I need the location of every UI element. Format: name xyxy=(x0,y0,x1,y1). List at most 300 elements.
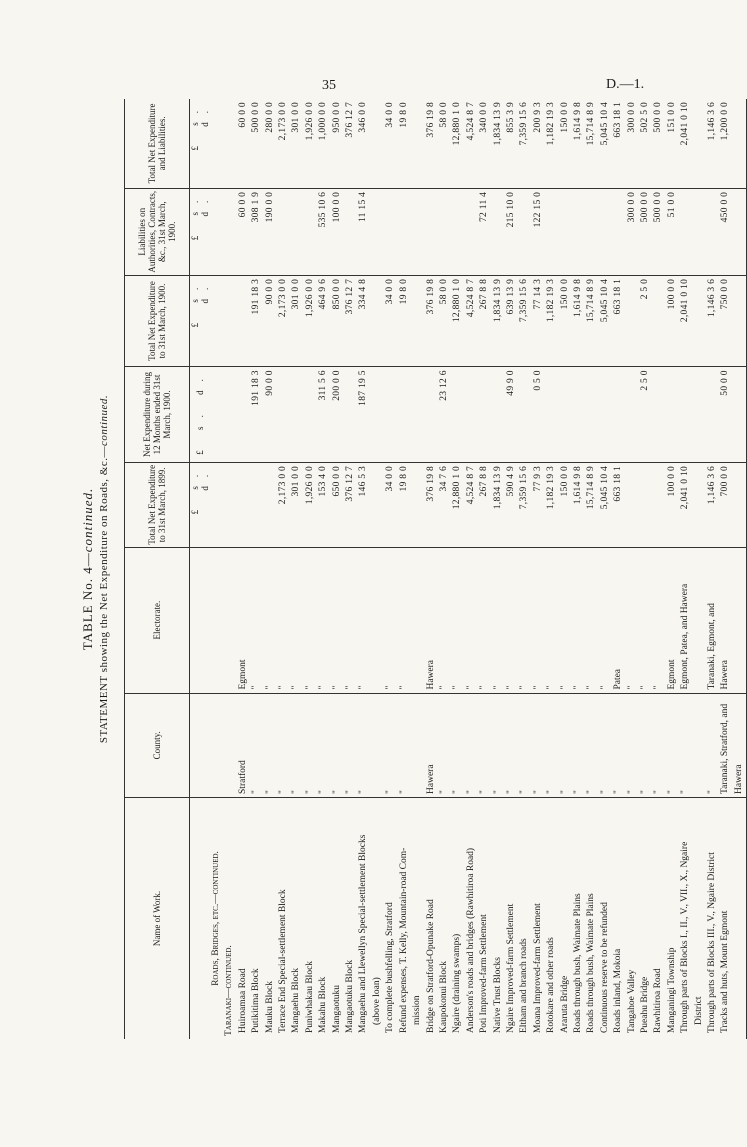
amount-cell: 190 0 0 xyxy=(264,188,277,275)
work-name-cell: Refund expenses, T. Kelly, Mountain-road Com- xyxy=(398,847,409,1033)
amount-cell xyxy=(411,462,424,547)
table-row xyxy=(545,99,558,1039)
table-row xyxy=(478,99,491,1039)
table-cell xyxy=(210,275,223,366)
amount-cell: 334 4 8 xyxy=(357,275,370,366)
work-name-cell: Rawhitiroa Road xyxy=(653,968,664,1033)
electorate-cell: Hawera xyxy=(719,547,732,693)
electorate-cell: " xyxy=(438,547,451,693)
amount-cell: 12,880 1 0 xyxy=(451,275,464,366)
amount-cell: 950 0 0 xyxy=(331,99,344,188)
work-name-cell: Makahu Block xyxy=(318,976,329,1033)
table-row xyxy=(237,99,250,1039)
amount-cell: 77 9 3 xyxy=(532,462,545,547)
table-row xyxy=(559,99,572,1039)
amount-cell xyxy=(237,462,250,547)
amount-cell xyxy=(626,462,639,547)
work-name-cell: Tracks and huts, Mount Egmont xyxy=(720,910,731,1033)
county-cell: " xyxy=(532,693,545,797)
amount-cell: 1,146 3 6 xyxy=(706,275,719,366)
work-name-cell: mission xyxy=(412,995,423,1025)
amount-cell xyxy=(344,367,357,463)
amount-cell: 500 0 0 xyxy=(250,99,263,188)
amount-cell xyxy=(371,188,384,275)
table-cell xyxy=(210,547,223,693)
table-row xyxy=(719,99,732,1039)
amount-cell: 650 0 0 xyxy=(331,462,344,547)
expenditure-table xyxy=(124,99,747,1039)
table-cell xyxy=(210,693,223,797)
amount-cell: 15,714 8 9 xyxy=(585,275,598,366)
amount-cell: 502 5 0 xyxy=(639,99,652,188)
amount-cell xyxy=(599,367,612,463)
column-header: Total Net Expenditure and Liabilities. xyxy=(125,99,190,188)
amount-cell xyxy=(384,367,397,463)
electorate-cell: " xyxy=(585,547,598,693)
work-name-cell: Kaupokonui Block xyxy=(438,960,449,1033)
amount-cell: 191 18 3 xyxy=(250,275,263,366)
county-cell: " xyxy=(264,693,277,797)
work-name-cell xyxy=(733,797,747,1039)
amount-cell: 151 0 0 xyxy=(666,99,679,188)
amount-cell: 200 0 0 xyxy=(331,367,344,463)
amount-cell xyxy=(290,188,303,275)
currency-row xyxy=(190,99,211,1039)
county-cell: " xyxy=(250,693,263,797)
county-cell xyxy=(411,693,424,797)
electorate-cell: " xyxy=(599,547,612,693)
work-name-cell: Anderson's roads and bridges (Rawhitiroa Road) xyxy=(465,847,476,1033)
amount-cell xyxy=(733,462,747,547)
amount-cell: 340 0 0 xyxy=(478,99,491,188)
amount-cell: 34 0 0 xyxy=(384,462,397,547)
currency-blank xyxy=(190,693,211,797)
amount-cell xyxy=(371,462,384,547)
amount-cell xyxy=(237,275,250,366)
amount-cell xyxy=(250,462,263,547)
work-name-cell: Putikitima Block xyxy=(251,968,262,1033)
amount-cell xyxy=(290,367,303,463)
amount-cell xyxy=(478,367,491,463)
amount-cell xyxy=(398,367,411,463)
county-cell: " xyxy=(438,693,451,797)
table-subtitle-text: STATEMENT showing the Net Expenditure on Roads, &c.— xyxy=(98,446,110,744)
amount-cell xyxy=(733,188,747,275)
amount-cell: 2,173 0 0 xyxy=(277,462,290,547)
amount-cell xyxy=(411,275,424,366)
electorate-cell xyxy=(371,547,384,693)
amount-cell: 311 5 6 xyxy=(317,367,330,463)
amount-cell: 0 5 0 xyxy=(532,367,545,463)
table-row xyxy=(290,99,303,1039)
amount-cell: 150 0 0 xyxy=(559,462,572,547)
amount-cell xyxy=(425,367,438,463)
amount-cell: 100 0 0 xyxy=(666,275,679,366)
table-row xyxy=(384,99,397,1039)
amount-cell: 535 10 6 xyxy=(317,188,330,275)
amount-cell xyxy=(733,367,747,463)
electorate-cell: " xyxy=(384,547,397,693)
county-cell: " xyxy=(612,693,625,797)
electorate-cell: Hawera xyxy=(425,547,438,693)
work-name-cell: Moana Improved-farm Settlement xyxy=(532,903,543,1033)
amount-cell: 500 0 0 xyxy=(639,188,652,275)
electorate-cell: " xyxy=(505,547,518,693)
county-cell: " xyxy=(331,693,344,797)
rotated-table-block xyxy=(80,99,744,1039)
amount-cell: 215 10 0 xyxy=(505,188,518,275)
region-row xyxy=(223,99,236,1039)
work-name-cell: Mangaehu and Llewellyn Special-settlement Blocks xyxy=(358,834,369,1033)
amount-cell: 150 0 0 xyxy=(559,99,572,188)
amount-cell: 23 12 6 xyxy=(438,367,451,463)
amount-cell xyxy=(277,188,290,275)
county-cell: " xyxy=(290,693,303,797)
amount-cell: 15,714 8 9 xyxy=(585,462,598,547)
amount-cell: 590 4 9 xyxy=(505,462,518,547)
amount-cell xyxy=(733,99,747,188)
amount-cell: 1,182 19 3 xyxy=(545,275,558,366)
amount-cell: 50 0 0 xyxy=(719,367,732,463)
amount-cell: 301 0 0 xyxy=(290,275,303,366)
county-cell: " xyxy=(357,693,370,797)
amount-cell xyxy=(706,188,719,275)
column-header: Name of Work. xyxy=(125,797,190,1039)
electorate-cell: Egmont xyxy=(666,547,679,693)
amount-cell: 1,834 13 9 xyxy=(492,99,505,188)
amount-cell: 663 18 1 xyxy=(612,275,625,366)
amount-cell xyxy=(693,188,706,275)
electorate-cell: " xyxy=(518,547,531,693)
amount-cell: 60 0 0 xyxy=(237,99,250,188)
table-row xyxy=(679,99,692,1039)
amount-cell: 11 15 4 xyxy=(357,188,370,275)
amount-cell xyxy=(559,188,572,275)
table-cell xyxy=(210,99,223,188)
table-title-suffix: continued. xyxy=(80,487,95,553)
county-cell: " xyxy=(639,693,652,797)
work-name-cell: District xyxy=(693,996,704,1025)
amount-cell: 19 8 0 xyxy=(398,275,411,366)
work-name-cell: Roads through bush, Waimate Plains xyxy=(586,893,597,1033)
electorate-cell: Taranaki, Egmont, and xyxy=(706,547,719,693)
amount-cell: 2 5 0 xyxy=(639,367,652,463)
electorate-cell: " xyxy=(344,547,357,693)
amount-cell xyxy=(465,188,478,275)
electorate-cell: " xyxy=(572,547,585,693)
county-cell: Hawera xyxy=(733,693,747,797)
currency-label: £ s. d. xyxy=(190,99,211,188)
work-name-cell: Native Trust Blocks xyxy=(492,956,503,1033)
table-cell xyxy=(223,99,236,188)
amount-cell: 51 0 0 xyxy=(666,188,679,275)
table-row xyxy=(599,99,612,1039)
work-name-cell: Roads through bush, Waimate Plains xyxy=(572,893,583,1033)
table-row xyxy=(398,99,411,1039)
amount-cell: 1,182 19 3 xyxy=(545,99,558,188)
amount-cell xyxy=(559,367,572,463)
county-cell: " xyxy=(518,693,531,797)
amount-cell: 1,182 19 3 xyxy=(545,462,558,547)
column-header: Electorate. xyxy=(125,547,190,693)
amount-cell: 1,146 3 6 xyxy=(706,99,719,188)
amount-cell: 1,834 13 9 xyxy=(492,462,505,547)
work-name-cell: Araruta Bridge xyxy=(559,975,570,1033)
table-subtitle xyxy=(98,99,110,1039)
work-name-cell: Puniwhakau Block xyxy=(304,960,315,1033)
amount-cell: 267 8 8 xyxy=(478,462,491,547)
work-name-cell: Mangaehu Block xyxy=(291,967,302,1033)
electorate-cell: " xyxy=(398,547,411,693)
amount-cell: 500 0 0 xyxy=(652,99,665,188)
amount-cell: 19 8 0 xyxy=(398,99,411,188)
work-name-cell: Through parts of Blocks I., II., V., VII., X., Ngaire xyxy=(680,841,691,1033)
table-cell xyxy=(223,693,236,797)
county-cell: " xyxy=(559,693,572,797)
county-cell: " xyxy=(277,693,290,797)
amount-cell: 60 0 0 xyxy=(237,188,250,275)
electorate-cell: Patea xyxy=(612,547,625,693)
table-cell xyxy=(223,547,236,693)
page-reference: D.—1. xyxy=(606,77,645,92)
work-name-cell: Eltham and branch roads xyxy=(519,938,530,1033)
electorate-cell: Egmont xyxy=(237,547,250,693)
table-cell xyxy=(223,188,236,275)
county-cell: Taranaki, Stratford, and xyxy=(719,693,732,797)
amount-cell xyxy=(639,462,652,547)
amount-cell: 150 0 0 xyxy=(559,275,572,366)
amount-cell xyxy=(693,99,706,188)
table-row xyxy=(357,99,370,1039)
table-row xyxy=(612,99,625,1039)
amount-cell xyxy=(733,275,747,366)
electorate-cell: " xyxy=(317,547,330,693)
column-header: County. xyxy=(125,693,190,797)
amount-cell: 34 7 6 xyxy=(438,462,451,547)
work-name-cell: Pueahu Bridge xyxy=(640,976,650,1033)
amount-cell: 1,200 0 0 xyxy=(719,99,732,188)
amount-cell xyxy=(572,367,585,463)
electorate-cell: " xyxy=(532,547,545,693)
county-cell: " xyxy=(492,693,505,797)
amount-cell: 376 19 8 xyxy=(425,99,438,188)
county-cell: " xyxy=(706,693,719,797)
currency-label: £ s. d. xyxy=(190,367,211,463)
table-row xyxy=(572,99,585,1039)
table-row xyxy=(585,99,598,1039)
amount-cell: 639 13 9 xyxy=(505,275,518,366)
work-name-cell: Ngaire Improved-farm Settlement xyxy=(505,903,516,1033)
county-cell: " xyxy=(398,693,411,797)
table-body xyxy=(210,99,747,1039)
table-row xyxy=(693,99,706,1039)
region-heading: Taranaki—continued. xyxy=(224,945,235,1036)
amount-cell xyxy=(652,275,665,366)
amount-cell: 1,926 0 0 xyxy=(304,462,317,547)
amount-cell xyxy=(344,188,357,275)
amount-cell: 280 0 0 xyxy=(264,99,277,188)
table-row xyxy=(518,99,531,1039)
county-cell: " xyxy=(478,693,491,797)
column-header: Total Net Expenditure to 31st March, 1899. xyxy=(125,462,190,547)
electorate-cell: " xyxy=(545,547,558,693)
amount-cell xyxy=(693,275,706,366)
amount-cell: 4,524 8 7 xyxy=(465,462,478,547)
table-row xyxy=(451,99,464,1039)
electorate-cell: " xyxy=(639,547,652,693)
amount-cell: 7,359 15 6 xyxy=(518,99,531,188)
table-title-text: TABLE No. 4— xyxy=(80,552,95,651)
currency-label: £ s. d. xyxy=(190,275,211,366)
work-name-cell: Mangaotuku Block xyxy=(345,959,356,1033)
page-number: 35 xyxy=(322,78,336,93)
table-row xyxy=(438,99,451,1039)
electorate-cell xyxy=(411,547,424,693)
currency-blank xyxy=(190,547,211,693)
electorate-cell: " xyxy=(304,547,317,693)
amount-cell xyxy=(545,188,558,275)
table-cell xyxy=(210,188,223,275)
amount-cell: 187 19 5 xyxy=(357,367,370,463)
work-name-cell: (above loan) xyxy=(371,977,382,1025)
county-cell: " xyxy=(317,693,330,797)
amount-cell xyxy=(451,188,464,275)
amount-cell: 301 0 0 xyxy=(290,462,303,547)
work-name-cell: Manganingi Township xyxy=(666,947,677,1033)
electorate-cell: " xyxy=(290,547,303,693)
work-name-cell: Continuous reserve to be refunded xyxy=(599,902,610,1033)
amount-cell: 750 0 0 xyxy=(719,275,732,366)
amount-cell xyxy=(585,367,598,463)
county-cell: " xyxy=(666,693,679,797)
amount-cell: 5,045 10 4 xyxy=(599,462,612,547)
amount-cell: 663 18 1 xyxy=(612,99,625,188)
table-row xyxy=(505,99,518,1039)
amount-cell xyxy=(411,367,424,463)
currency-blank xyxy=(190,797,211,1039)
work-name-cell: Poti Improved-farm Settlement xyxy=(479,914,490,1033)
electorate-cell: Egmont, Patea, and Hawera xyxy=(679,547,692,693)
county-cell: " xyxy=(505,693,518,797)
amount-cell xyxy=(693,367,706,463)
county-cell: Stratford xyxy=(237,693,250,797)
amount-cell xyxy=(425,188,438,275)
amount-cell: 34 0 0 xyxy=(384,275,397,366)
table-row xyxy=(411,99,424,1039)
amount-cell: 146 5 3 xyxy=(357,462,370,547)
amount-cell: 100 0 0 xyxy=(666,462,679,547)
amount-cell: 2 5 0 xyxy=(639,275,652,366)
amount-cell xyxy=(304,367,317,463)
table-cell xyxy=(223,462,236,547)
electorate-cell xyxy=(733,547,747,693)
currency-label: £ s. d. xyxy=(190,462,211,547)
table-row xyxy=(317,99,330,1039)
amount-cell xyxy=(237,367,250,463)
amount-cell: 90 0 0 xyxy=(264,367,277,463)
electorate-cell: " xyxy=(478,547,491,693)
amount-cell xyxy=(371,275,384,366)
county-cell: " xyxy=(304,693,317,797)
county-cell: " xyxy=(572,693,585,797)
work-name-cell: Mauku Block xyxy=(264,981,275,1033)
table-cell xyxy=(210,462,223,547)
amount-cell: 7,359 15 6 xyxy=(518,462,531,547)
table-row xyxy=(626,99,639,1039)
table-row xyxy=(331,99,344,1039)
work-name-cell: Bridge on Stratford-Opunake Road xyxy=(425,899,436,1033)
amount-cell xyxy=(706,367,719,463)
amount-cell: 376 12 7 xyxy=(344,275,357,366)
county-cell: " xyxy=(545,693,558,797)
table-row xyxy=(532,99,545,1039)
table-row xyxy=(250,99,263,1039)
table-row xyxy=(652,99,665,1039)
amount-cell: 1,614 9 8 xyxy=(572,99,585,188)
section-heading xyxy=(210,797,223,1039)
work-name-cell: Huiroamaa Road xyxy=(237,968,248,1033)
amount-cell: 2,173 0 0 xyxy=(277,99,290,188)
amount-cell xyxy=(384,188,397,275)
county-cell xyxy=(371,693,384,797)
amount-cell: 346 0 0 xyxy=(357,99,370,188)
amount-cell xyxy=(679,188,692,275)
electorate-cell: " xyxy=(357,547,370,693)
amount-cell: 300 0 0 xyxy=(626,99,639,188)
amount-cell xyxy=(612,367,625,463)
amount-cell xyxy=(411,188,424,275)
county-cell: " xyxy=(585,693,598,797)
county-cell: Hawera xyxy=(425,693,438,797)
amount-cell: 850 0 0 xyxy=(331,275,344,366)
amount-cell: 1,926 0 0 xyxy=(304,275,317,366)
table-row xyxy=(733,99,747,1039)
amount-cell: 2,173 0 0 xyxy=(277,275,290,366)
table-row xyxy=(639,99,652,1039)
electorate-cell: " xyxy=(626,547,639,693)
electorate-cell: " xyxy=(465,547,478,693)
electorate-cell: " xyxy=(451,547,464,693)
amount-cell: 12,880 1 0 xyxy=(451,462,464,547)
amount-cell: 301 0 0 xyxy=(290,99,303,188)
amount-cell xyxy=(518,367,531,463)
section-heading-text: Roads, Bridges, etc.—continued. xyxy=(211,851,221,986)
table-row xyxy=(465,99,478,1039)
amount-cell: 1,614 9 8 xyxy=(572,275,585,366)
amount-cell xyxy=(666,367,679,463)
table-row xyxy=(425,99,438,1039)
amount-cell xyxy=(438,188,451,275)
work-name-cell: To complete bushfelling, Stratford xyxy=(385,902,396,1033)
amount-cell: 72 11 4 xyxy=(478,188,491,275)
amount-cell xyxy=(545,367,558,463)
county-cell: " xyxy=(626,693,639,797)
amount-cell: 855 3 9 xyxy=(505,99,518,188)
amount-cell: 464 9 6 xyxy=(317,275,330,366)
amount-cell xyxy=(492,188,505,275)
amount-cell xyxy=(465,367,478,463)
amount-cell xyxy=(572,188,585,275)
amount-cell: 4,524 8 7 xyxy=(465,99,478,188)
amount-cell: 376 19 8 xyxy=(425,275,438,366)
amount-cell: 450 0 0 xyxy=(719,188,732,275)
amount-cell xyxy=(518,188,531,275)
amount-cell xyxy=(652,462,665,547)
table-row xyxy=(304,99,317,1039)
amount-cell xyxy=(304,188,317,275)
amount-cell xyxy=(626,367,639,463)
amount-cell: 376 19 8 xyxy=(425,462,438,547)
